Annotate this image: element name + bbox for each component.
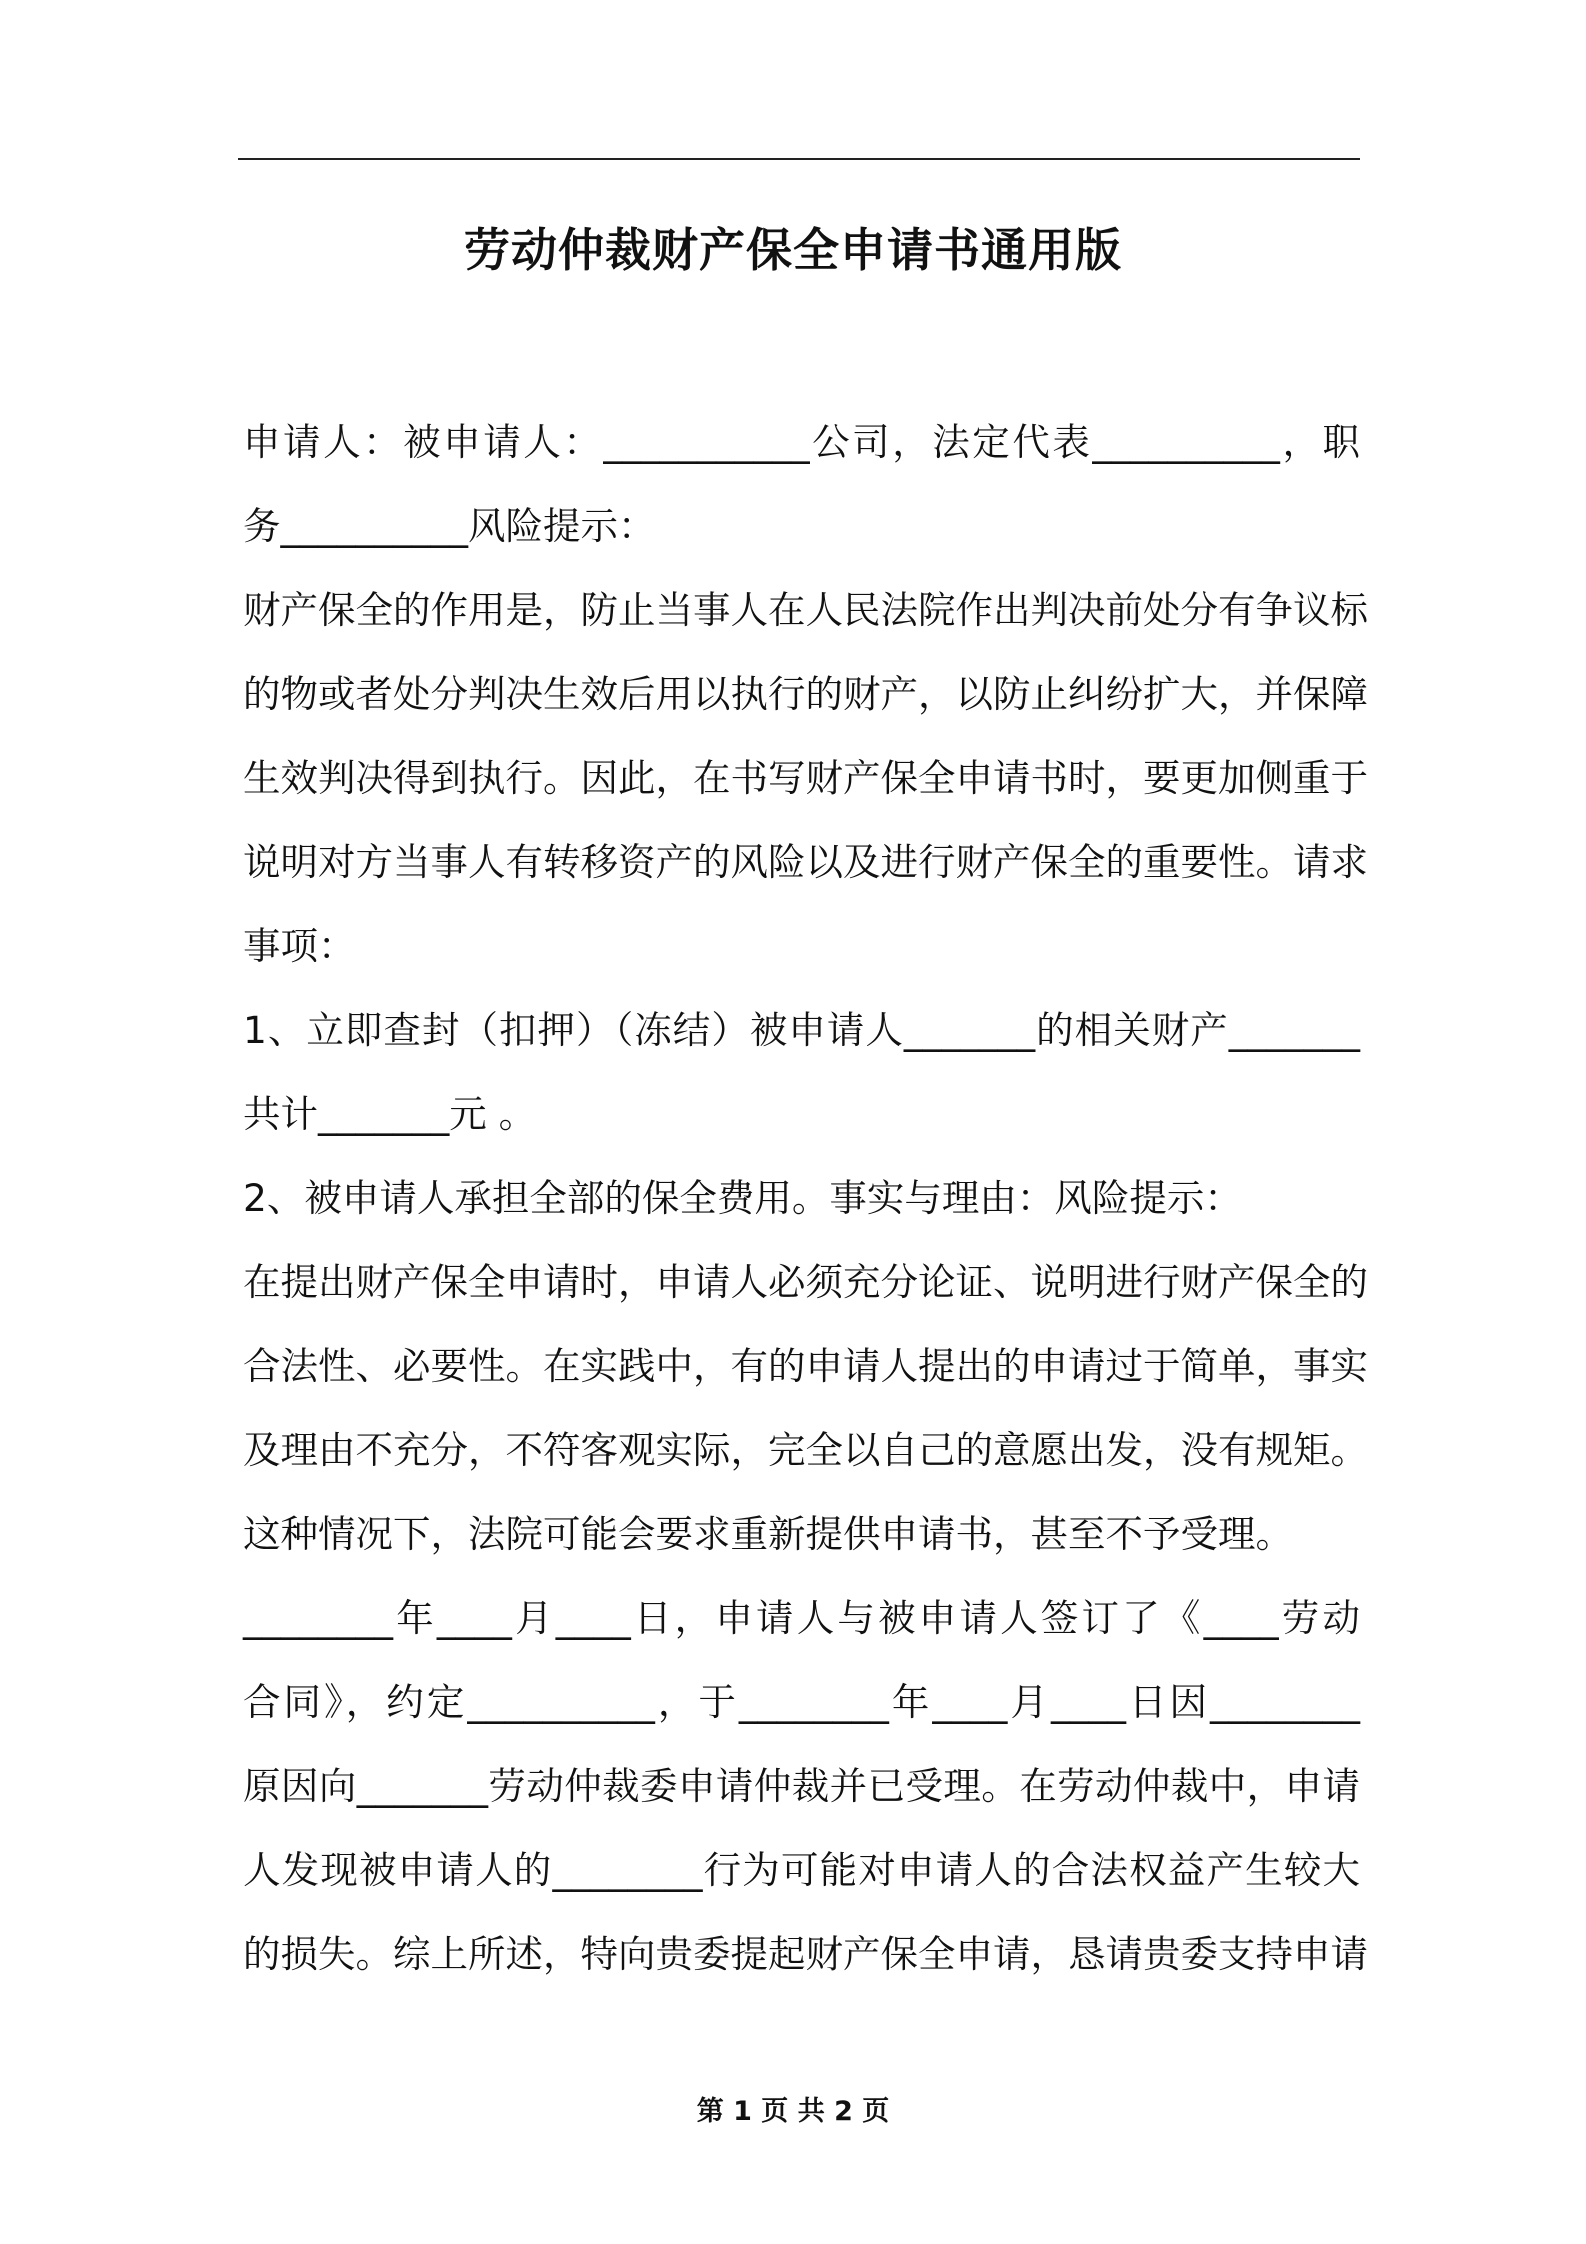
body-line: 事项： bbox=[243, 924, 356, 968]
body-line: 合同》，约定__________，于________年____月____日因________ bbox=[243, 1680, 1360, 1724]
body-line: 1、立即查封（扣押）（冻结）被申请人_______的相关财产_______ bbox=[243, 1008, 1360, 1052]
body-line: 的损失。综上所述，特向贵委提起财产保全申请，恳请贵委支持申请 bbox=[243, 1932, 1368, 1976]
document-title: 劳动仲裁财产保全申请书通用版 bbox=[464, 223, 1122, 277]
document-body bbox=[243, 400, 1368, 1996]
body-line: 申请人：被申请人：___________公司，法定代表__________，职 bbox=[243, 420, 1360, 464]
body-line: 2、被申请人承担全部的保全费用。事实与理由：风险提示： bbox=[243, 1176, 1242, 1220]
body-line: ________年____月____日，申请人与被申请人签订了《____劳动 bbox=[243, 1596, 1360, 1640]
body-line: 这种情况下，法院可能会要求重新提供申请书，甚至不予受理。 bbox=[243, 1512, 1293, 1556]
body-line: 务__________风险提示： bbox=[243, 504, 656, 548]
body-line: 财产保全的作用是，防止当事人在人民法院作出判决前处分有争议标 bbox=[243, 588, 1368, 632]
body-line: 人发现被申请人的________行为可能对申请人的合法权益产生较大 bbox=[243, 1848, 1360, 1892]
body-line: 共计_______元 。 bbox=[243, 1092, 537, 1136]
body-line: 及理由不充分，不符客观实际，完全以自己的意愿出发，没有规矩。 bbox=[243, 1428, 1368, 1472]
body-line: 的物或者处分判决生效后用以执行的财产，以防止纠纷扩大，并保障 bbox=[243, 672, 1368, 716]
body-line: 原因向_______劳动仲裁委申请仲裁并已受理。在劳动仲裁中，申请 bbox=[243, 1764, 1360, 1808]
body-line: 在提出财产保全申请时，申请人必须充分论证、说明进行财产保全的 bbox=[243, 1260, 1368, 1304]
body-line: 说明对方当事人有转移资产的风险以及进行财产保全的重要性。请求 bbox=[243, 840, 1368, 884]
page-number-footer: 第 1 页 共 2 页 bbox=[696, 2096, 890, 2127]
header-rule bbox=[238, 158, 1360, 160]
body-line: 合法性、必要性。在实践中，有的申请人提出的申请过于简单，事实 bbox=[243, 1344, 1368, 1388]
body-line: 生效判决得到执行。因此，在书写财产保全申请书时，要更加侧重于 bbox=[243, 756, 1368, 800]
